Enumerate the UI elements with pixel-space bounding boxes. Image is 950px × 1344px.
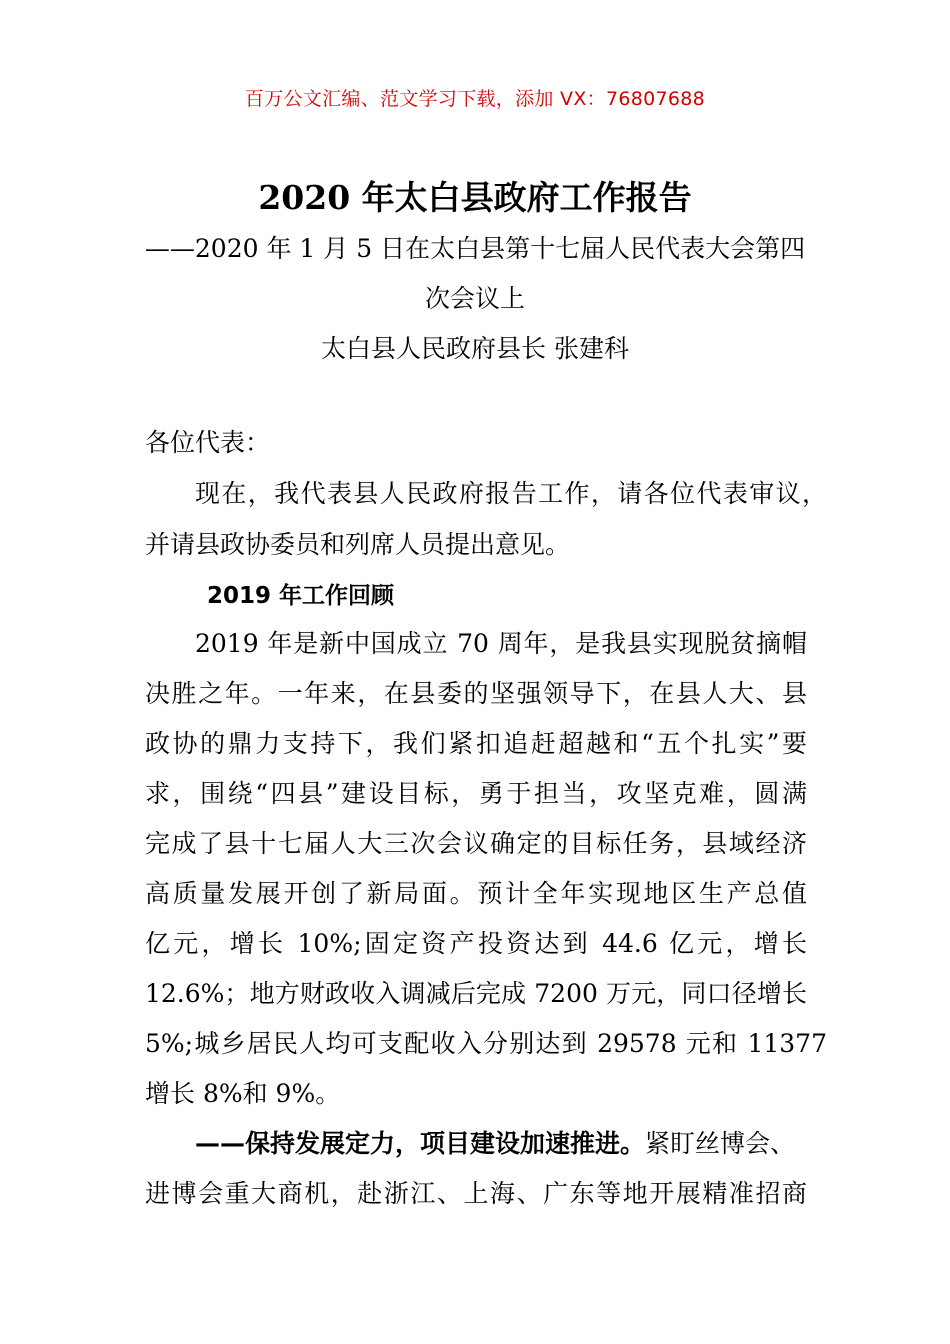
subtitle-line-1: ——2020 年 1 月 5 日在太白县第十七届人民代表大会第四 [144, 234, 806, 263]
review-line-5: 完成了县十七届人大三次会议确定的目标任务，县域经济 [145, 829, 807, 858]
review-line-9: 5%;城乡居民人均可支配收入分别达到 29578 元和 11377 [145, 1029, 827, 1058]
review-line-7: 亿元，增长 10%;固定资产投资达到 44.6 亿元，增长 [145, 929, 807, 958]
section-heading: 2019 年工作回顾 [207, 583, 395, 609]
review-line-1: 2019 年是新中国成立 70 周年，是我县实现脱贫摘帽 [195, 629, 807, 658]
point1-line-2: 进博会重大商机，赴浙江、上海、广东等地开展精准招商 [145, 1179, 807, 1208]
report-title: 2020 年太白县政府工作报告 [258, 178, 692, 217]
review-line-3: 政协的鼎力支持下，我们紧扣追赶超越和“五个扎实”要 [145, 729, 807, 758]
point1-line-1 [195, 1126, 827, 1162]
review-line-6: 高质量发展开创了新局面。预计全年实现地区生产总值 [145, 879, 807, 908]
review-line-2: 决胜之年。一年来，在县委的坚强领导下，在县人大、县 [145, 679, 807, 708]
review-line-8: 12.6%；地方财政收入调减后完成 7200 万元，同口径增长 [145, 979, 807, 1008]
intro-line-1: 现在，我代表县人民政府报告工作，请各位代表审议， [195, 479, 827, 508]
salutation: 各位代表： [145, 428, 271, 457]
point1-rest: 紧盯丝博会、 [645, 1129, 796, 1158]
watermark-text: 百万公文汇编、范文学习下载，添加 VX：76807688 [244, 88, 706, 110]
author-line: 太白县人民政府县长 张建科 [321, 334, 629, 363]
point1-bold-lead: ——保持发展定力，项目建设加速推进。 [195, 1129, 646, 1158]
subtitle-line-2: 次会议上 [424, 284, 525, 313]
review-line-4: 求，围绕“四县”建设目标，勇于担当，攻坚克难，圆满 [145, 779, 807, 808]
review-line-10: 增长 8%和 9%。 [145, 1079, 341, 1108]
intro-line-2: 并请县政协委员和列席人员提出意见。 [145, 530, 571, 559]
